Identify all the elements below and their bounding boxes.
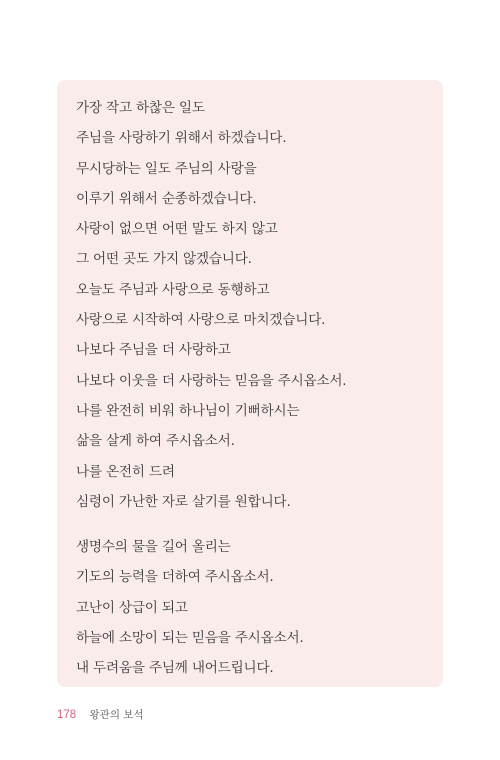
poem-line: 나를 온전히 드려 — [76, 463, 175, 480]
prayer-text-box — [57, 80, 443, 687]
stanza-1 — [76, 93, 346, 517]
poem-line: 이루기 위해서 순종하겠습니다. — [76, 190, 257, 207]
poem-line: 나보다 이웃을 더 사랑하는 믿음을 주시옵소서. — [76, 372, 347, 389]
poem-line: 심령이 가난한 자로 살기를 원합니다. — [76, 493, 291, 510]
poem-line: 기도의 능력을 더하여 주시옵소서. — [76, 569, 274, 586]
poem-line: 주님을 사랑하기 위해서 하겠습니다. — [76, 130, 287, 147]
poem-line: 하늘에 소망이 되는 믿음을 주시옵소서. — [76, 629, 304, 646]
page-footer — [57, 708, 144, 722]
poem-line: 가장 작고 하찮은 일도 — [76, 100, 205, 116]
poem-line: 사랑이 없으면 어떤 말도 하지 않고 — [76, 221, 278, 238]
poem-line: 나를 완전히 비워 하나님이 기뻐하시는 — [76, 402, 300, 419]
poem-line: 고난이 상급이 되고 — [76, 599, 188, 616]
stanza-2 — [76, 532, 304, 683]
running-title: 왕관의 보석 — [89, 709, 144, 721]
poem-line: 사랑으로 시작하여 사랑으로 마치겠습니다. — [76, 312, 326, 329]
poem-line: 내 두려움을 주님께 내어드립니다. — [76, 660, 274, 677]
poem-line: 생명수의 물을 길어 올리는 — [76, 539, 231, 555]
poem-line: 무시당하는 일도 주님의 사랑을 — [76, 160, 257, 177]
poem-line: 오늘도 주님과 사랑으로 동행하고 — [76, 281, 270, 298]
page-number: 178 — [57, 709, 77, 721]
poem-line: 나보다 주님을 더 사랑하고 — [76, 342, 231, 359]
poem-line: 삶을 살게 하여 주시옵소서. — [76, 433, 235, 450]
poem-line: 그 어떤 곳도 가지 않겠습니다. — [76, 251, 252, 268]
